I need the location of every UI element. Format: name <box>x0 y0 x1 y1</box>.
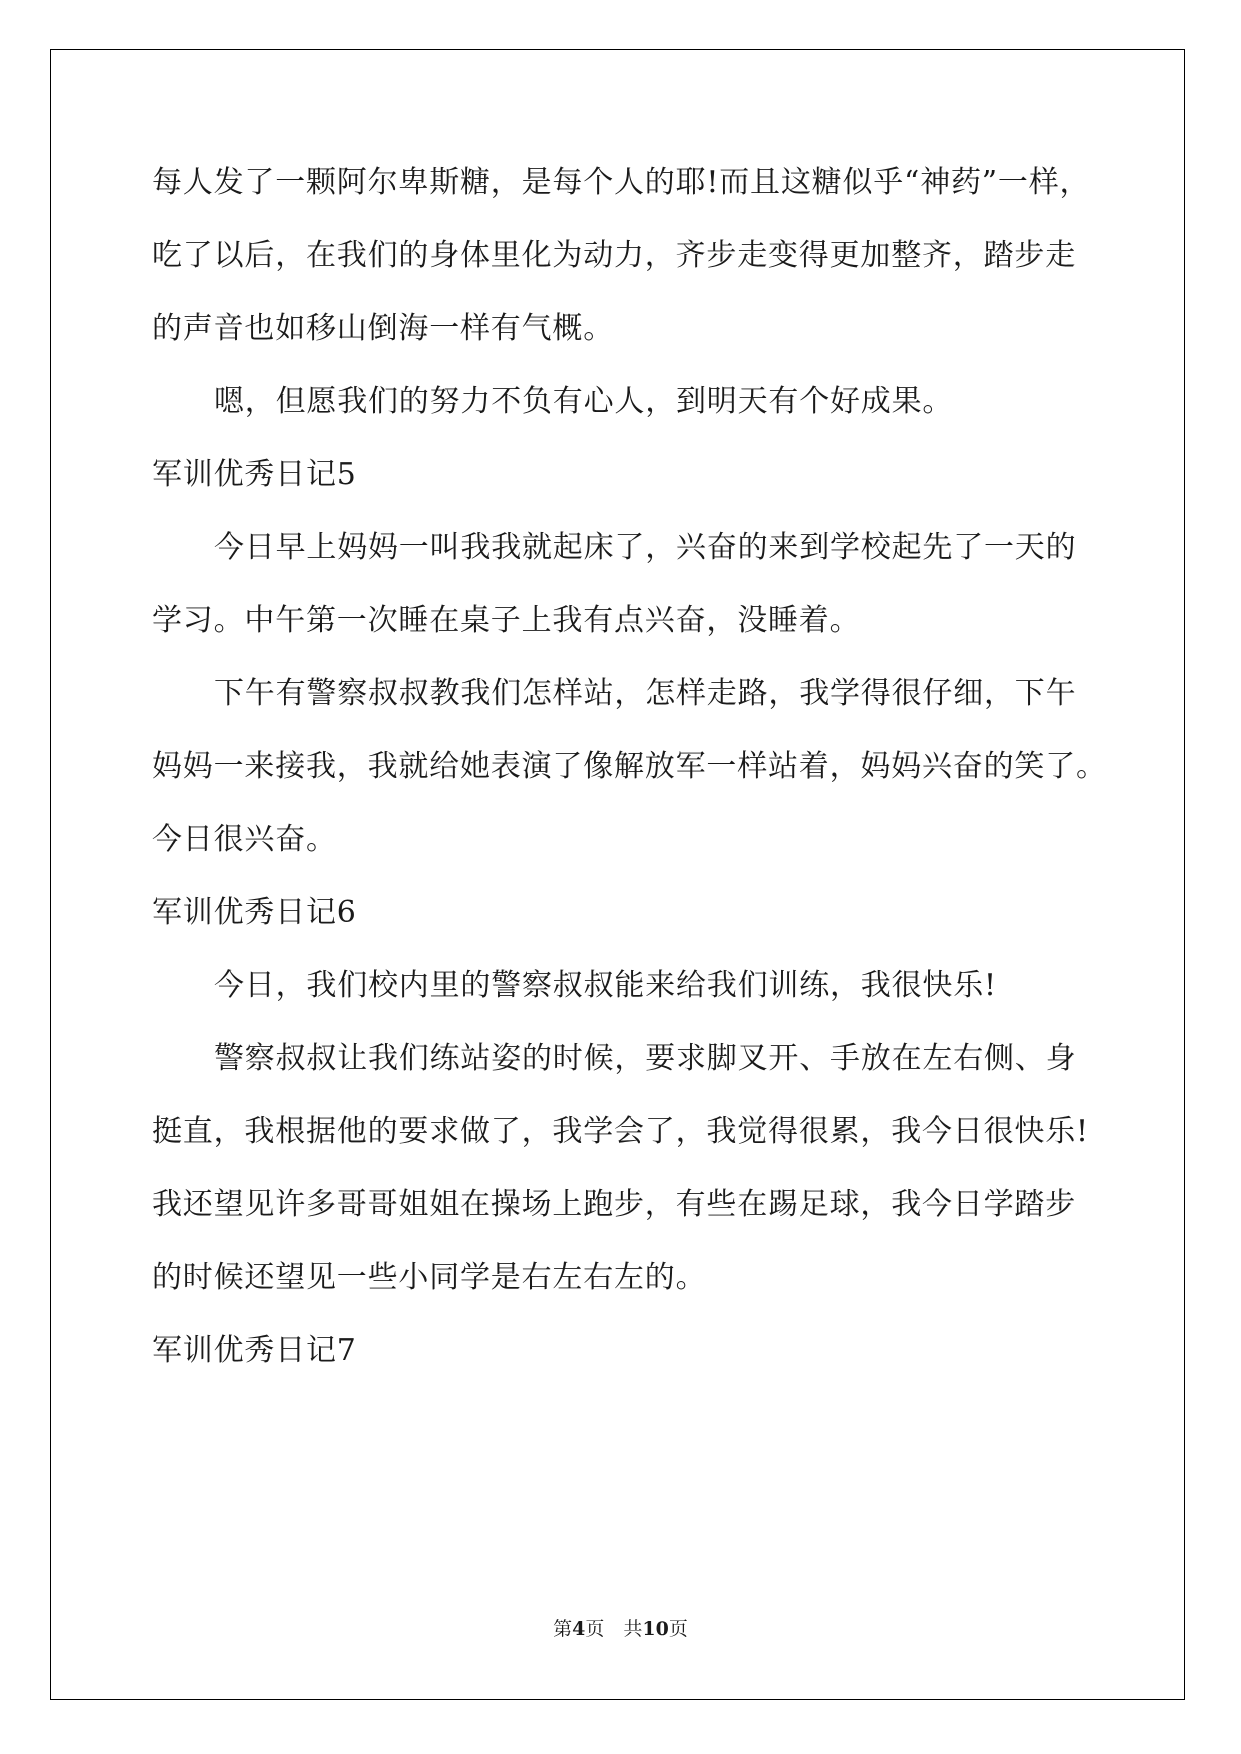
paragraph-line: 今日早上妈妈一叫我我就起床了，兴奋的来到学校起先了一天的 <box>214 530 1077 565</box>
total-page-number: 10 <box>642 1618 669 1640</box>
section-heading: 军训优秀日记5 <box>152 457 357 492</box>
text-line: 学习。中午第一次睡在桌子上我有点兴奋，没睡着。 <box>152 603 861 638</box>
paragraph-line: 下午有警察叔叔教我们怎样站，怎样走路，我学得很仔细，下午 <box>214 676 1077 711</box>
text-line: 的时候还望见一些小同学是右左右左的。 <box>152 1260 707 1295</box>
paragraph-line: 警察叔叔让我们练站姿的时候，要求脚叉开、手放在左右侧、身 <box>214 1041 1077 1076</box>
text-line: 吃了以后，在我们的身体里化为动力，齐步走变得更加整齐，踏步走 <box>152 238 1076 273</box>
current-page-number: 4 <box>572 1618 586 1640</box>
page-footer <box>0 1617 1241 1641</box>
footer-middle: 页 共 <box>585 1618 643 1640</box>
text-line: 我还望见许多哥哥姐姐在操场上跑步，有些在踢足球，我今日学踏步 <box>152 1187 1076 1222</box>
page-border <box>50 49 1185 1700</box>
footer-prefix: 第 <box>553 1618 573 1640</box>
text-line: 的声音也如移山倒海一样有气概。 <box>152 311 614 346</box>
text-line: 妈妈一来接我，我就给她表演了像解放军一样站着，妈妈兴奋的笑了。 <box>152 749 1107 784</box>
paragraph-line: 嗯，但愿我们的努力不负有心人，到明天有个好成果。 <box>214 384 954 419</box>
text-line: 每人发了一颗阿尔卑斯糖，是每个人的耶!而且这糖似乎“神药”一样， <box>152 165 1091 200</box>
paragraph-line: 今日，我们校内里的警察叔叔能来给我们训练，我很快乐! <box>214 968 997 1003</box>
text-line: 今日很兴奋。 <box>152 822 337 857</box>
text-line: 挺直，我根据他的要求做了，我学会了，我觉得很累，我今日很快乐! <box>152 1114 1089 1149</box>
section-heading: 军训优秀日记7 <box>152 1333 357 1368</box>
section-heading: 军训优秀日记6 <box>152 895 357 930</box>
footer-suffix: 页 <box>668 1618 688 1640</box>
